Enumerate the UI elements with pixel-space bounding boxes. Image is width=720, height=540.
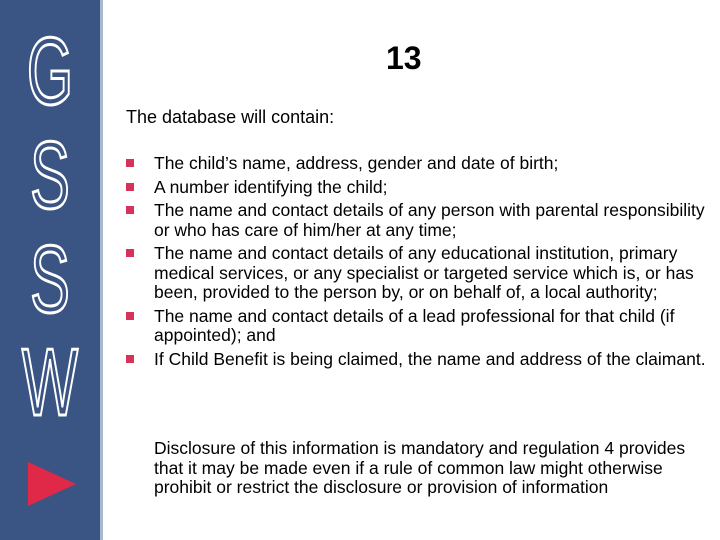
list-item-text: The name and contact details of any educational institution, primary medical services, or any specialist or targeted service which is, or has been, provided to the person by, or on behalf of, a local authority; [154, 243, 694, 302]
square-bullet-icon [126, 159, 134, 167]
square-bullet-icon [126, 312, 134, 320]
list-item [126, 244, 706, 303]
list-item [126, 201, 706, 240]
list-item [126, 154, 706, 174]
list-item [126, 307, 706, 346]
square-bullet-icon [126, 206, 134, 214]
list-item-text: The child’s name, address, gender and date of birth; [154, 153, 559, 173]
logo-sidebar [0, 0, 100, 540]
list-item [126, 350, 706, 370]
logo-letter-w: W [21, 329, 79, 436]
play-arrow-icon [28, 462, 76, 506]
square-bullet-icon [126, 355, 134, 363]
content-bullet-list [126, 154, 706, 373]
square-bullet-icon [126, 249, 134, 257]
sidebar-divider [100, 0, 103, 540]
list-item-text: The name and contact details of a lead professional for that child (if appointed); and [154, 305, 675, 345]
logo-letter-g: G [26, 18, 74, 125]
list-item-text: If Child Benefit is being claimed, the name and address of the claimant. [154, 348, 706, 369]
list-item [126, 178, 706, 198]
list-item-text: A number identifying the child; [154, 176, 388, 197]
logo-letter-s: S [30, 122, 70, 229]
disclosure-paragraph: Disclosure of this information is mandatory and regulation 4 provides that it may be made even if a rule of common law might otherwise prohibit or restrict the disclosure or provision of information [154, 438, 686, 497]
slide-number: 13 [386, 40, 422, 76]
list-item-text: The name and contact details of any person with parental responsibility or who has care of him/her at any time; [154, 200, 705, 240]
square-bullet-icon [126, 183, 134, 191]
intro-text: The database will contain: [126, 107, 335, 127]
logo-letter-s-second: S [30, 226, 70, 333]
